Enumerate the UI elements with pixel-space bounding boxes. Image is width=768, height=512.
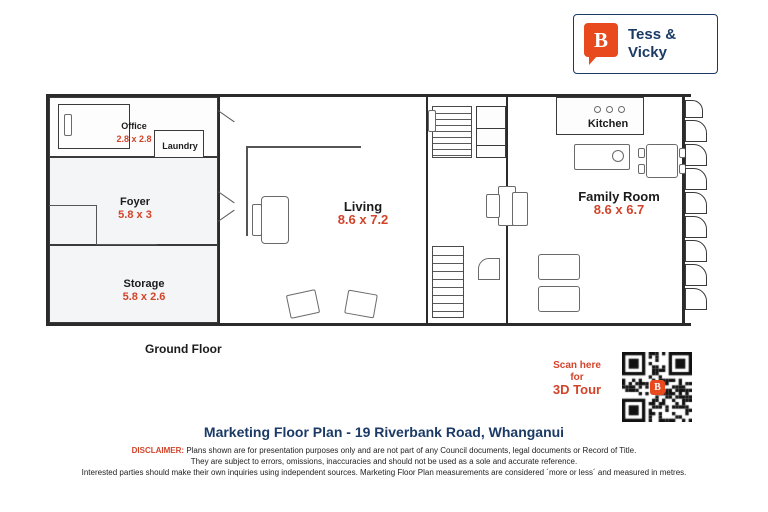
disclaimer-line-1 — [0, 445, 768, 456]
room-foyer — [49, 157, 218, 245]
disclaimer-line-3: Interested parties should make their own inquiries using independent sources. Marketing Floor Plan measurements are considered ´more or less´ and measured in metres. — [81, 468, 687, 477]
qr-logo-letter: B — [650, 380, 665, 395]
room-label-laundry: Laundry — [162, 141, 198, 151]
living-stub-wall-h — [246, 146, 361, 148]
cooktop-burner-1 — [594, 106, 601, 113]
office-furniture — [64, 114, 72, 136]
scan-line-2: for — [570, 372, 584, 383]
living-stub-wall-v — [246, 146, 248, 236]
storage-divider — [97, 244, 157, 245]
bay-window-1 — [685, 100, 703, 118]
staircase-upper — [432, 106, 472, 158]
wall-niche-inner — [486, 194, 500, 218]
brand-logo-letter: B — [593, 27, 608, 52]
footer-title: Marketing Floor Plan - — [203, 424, 355, 440]
footer — [0, 424, 768, 478]
bay-window-4 — [685, 168, 707, 190]
sofa-living — [261, 196, 289, 244]
bay-window-8 — [685, 264, 707, 286]
room-storage — [49, 245, 218, 323]
scan-instructions — [538, 360, 616, 396]
brand-name-line2: Vicky — [628, 44, 667, 61]
disclaimer — [0, 445, 768, 478]
qr-code-icon[interactable] — [622, 352, 692, 422]
door-swing-1 — [218, 110, 235, 122]
footer-address: 19 Riverbank Road, Whanganui — [354, 424, 565, 440]
exterior-wall-bottom — [46, 323, 691, 326]
brand-name — [628, 26, 676, 62]
sofa-family-1 — [538, 254, 580, 280]
hall-closet-sub — [476, 128, 506, 146]
armchair-1 — [286, 289, 320, 319]
sofa-living-arm — [252, 204, 262, 236]
floor-level-label: Ground Floor — [145, 342, 222, 356]
footer-title-line — [0, 424, 768, 440]
floor-plan-drawing — [46, 86, 698, 334]
room-label-storage: Storage 5.8 x 2.6 — [122, 278, 166, 303]
room-label-kitchen: Kitchen — [587, 118, 629, 130]
room-label-living: Living 8.6 x 7.2 — [337, 199, 389, 227]
foyer-divider-2 — [96, 205, 97, 245]
staircase-lower — [432, 246, 464, 318]
family-room-cabinet — [512, 192, 528, 226]
sofa-family-2 — [538, 286, 580, 312]
disclaimer-line-2: They are subject to errors, omissions, inaccuracies and should not be used as a sole and accurate reference. — [190, 457, 578, 466]
room-label-office: Office 2.8 x 2.8 — [116, 121, 152, 144]
scan-line-1: Scan here — [553, 360, 601, 371]
bay-window-2 — [685, 120, 707, 142]
brand-name-line1: Tess & — [628, 26, 677, 43]
door-swing-2 — [218, 191, 235, 203]
room-label-family-room: Family Room 8.6 x 6.7 — [578, 189, 660, 217]
brand-badge — [573, 14, 718, 74]
door-swing-3 — [218, 210, 235, 222]
bay-window-9 — [685, 288, 707, 310]
bay-window-7 — [685, 240, 707, 262]
door-swing-lower — [478, 258, 500, 280]
kitchen-bench-area — [556, 97, 644, 135]
disclaimer-label: DISCLAIMER: — [131, 446, 185, 455]
cooktop-burner-2 — [606, 106, 613, 113]
bay-window-3 — [685, 144, 707, 166]
scan-line-3: 3D Tour — [552, 382, 602, 397]
interior-wall-1 — [218, 94, 220, 326]
room-label-foyer: Foyer 5.8 x 3 — [118, 196, 152, 221]
dining-chair-2 — [638, 164, 645, 174]
bay-window-5 — [685, 192, 707, 214]
kitchen-sink — [612, 150, 624, 162]
foyer-divider-1 — [49, 205, 97, 206]
disclaimer-text-1: Plans shown are for presentation purposes only and are not part of any Council documents, legal documents or Record of Title. — [184, 446, 637, 455]
bay-window-6 — [685, 216, 707, 238]
laundry-enclosure — [154, 130, 204, 158]
map-pin-b-icon — [582, 21, 622, 67]
stair-rail-upper — [428, 110, 436, 132]
dining-table — [646, 144, 678, 178]
armchair-2 — [344, 290, 378, 319]
cooktop-burner-3 — [618, 106, 625, 113]
dining-chair-1 — [638, 148, 645, 158]
